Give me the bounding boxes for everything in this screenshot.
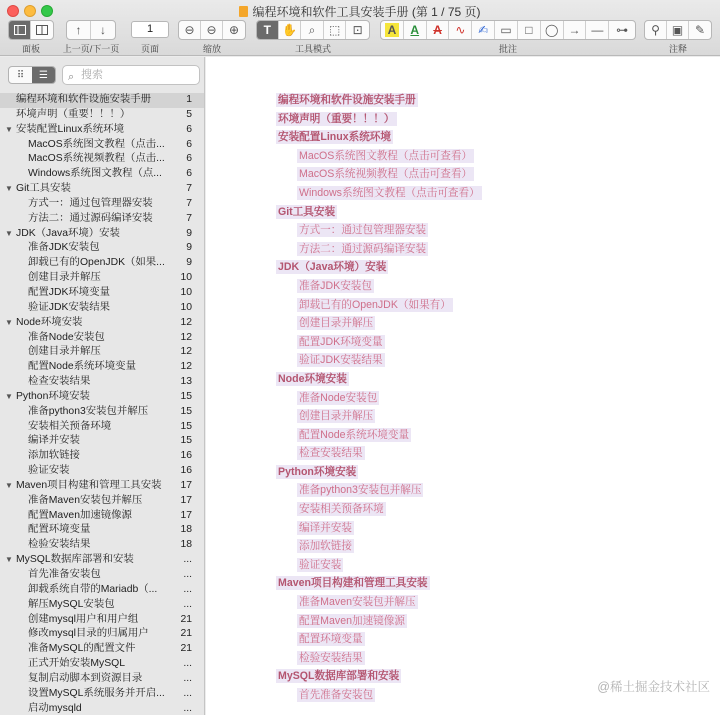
toc-subheading-link[interactable]: [276, 481, 482, 500]
outline-item[interactable]: [0, 227, 204, 242]
outline-item[interactable]: [0, 93, 204, 108]
outline-item[interactable]: [0, 241, 204, 256]
page-label: 页面: [140, 44, 159, 54]
toc-entry-text: 安装相关预备环境: [299, 503, 384, 516]
panel-toggle-group: [8, 20, 54, 40]
outline-item-label: 检查安装结果: [28, 376, 91, 388]
outline-item-page: 10: [180, 286, 192, 298]
disclosure-triangle-icon[interactable]: ▼: [5, 317, 13, 327]
search-input[interactable]: [62, 65, 200, 85]
outline-item-label: MacOS系统图文教程（点击...: [28, 138, 165, 150]
prev-next-label: 上一页/下一页: [62, 44, 120, 54]
toc-entry-text: 准备JDK安装包: [299, 279, 372, 292]
link-icon[interactable]: ⊶: [616, 23, 629, 37]
toc-entry-text: 配置JDK环境变量: [299, 335, 383, 348]
toc-heading-link[interactable]: [276, 91, 482, 110]
outline-item-label: 正式开始安装MySQL: [28, 658, 125, 670]
search-placeholder: 搜索: [81, 69, 103, 81]
outline-item-label: 卸载已有的OpenJDK（如果...: [28, 257, 165, 269]
toc-subheading-link[interactable]: [276, 351, 482, 370]
outline-item-label: JDK（Java环境）安装: [16, 227, 120, 239]
toc-entry-text: 验证安装: [299, 558, 342, 571]
table-of-contents: [276, 91, 482, 705]
edit-icon[interactable]: ✎: [694, 23, 706, 37]
outline-item[interactable]: [0, 390, 204, 405]
tool-mode-label: 工具模式: [294, 44, 331, 54]
signature-icon[interactable]: ✍: [472, 21, 495, 39]
toc-entry-text: 检查安装结果: [299, 447, 363, 460]
outline-item-label: 验证JDK安装结果: [28, 301, 110, 313]
toc-subheading-link[interactable]: [276, 556, 482, 575]
disclosure-triangle-icon[interactable]: ▼: [5, 480, 13, 490]
outline-item-label: 创建目录并解压: [28, 272, 101, 284]
outline-item-page: 15: [180, 420, 192, 432]
window-toolbar: [0, 0, 720, 56]
outline-item[interactable]: [0, 123, 204, 138]
page-number-field[interactable]: 1: [131, 21, 169, 38]
zoom-group: [178, 20, 246, 40]
outline-item-label: 准备Maven安装包并解压: [28, 494, 143, 506]
toc-subheading-link[interactable]: [276, 686, 482, 705]
sidebar-thumbnails-icon[interactable]: [9, 21, 31, 39]
toc-heading-link[interactable]: [276, 110, 482, 129]
page-nav-group: [66, 20, 116, 40]
outline-item-page: 7: [186, 183, 192, 195]
outline-item[interactable]: [0, 553, 204, 568]
outline-item-page: 12: [180, 316, 192, 328]
outline-item[interactable]: [0, 568, 204, 583]
toc-entry-text: 准备python3安装包并解压: [299, 484, 422, 497]
toc-heading-link[interactable]: [276, 463, 482, 482]
rectangle-icon[interactable]: □: [518, 21, 541, 39]
outline-item[interactable]: [0, 301, 204, 316]
outline-item-label: 配置环境变量: [28, 524, 91, 536]
outline-item[interactable]: [0, 627, 204, 642]
disclosure-triangle-icon[interactable]: ▼: [5, 124, 13, 134]
outline-item-page: 6: [186, 168, 192, 180]
outline-item-label: 方法二：通过源码编译安装: [28, 212, 153, 224]
outline-item-page: 9: [186, 257, 192, 269]
outline-item[interactable]: [0, 271, 204, 286]
outline-item-label: 安装配置Linux系统环境: [16, 123, 124, 135]
outline-item-label: 修改mysql目录的归属用户: [28, 628, 149, 640]
outline-item-label: Node环境安装: [16, 316, 83, 328]
outline-item-label: 设置MySQL系统服务并开启...: [28, 687, 165, 699]
outline-item-label: 编译并安装: [28, 435, 80, 447]
outline-item[interactable]: [0, 642, 204, 657]
note-label: 注释: [668, 44, 687, 54]
text-select-icon[interactable]: T: [257, 21, 279, 39]
outline-item-page: 7: [186, 197, 192, 209]
toc-heading-link[interactable]: [276, 574, 482, 593]
toc-subheading-link[interactable]: [276, 389, 482, 408]
outline-item[interactable]: [0, 345, 204, 360]
outline-item-page: 17: [180, 494, 192, 506]
outline-item-label: 验证安装: [28, 465, 70, 477]
outline-item[interactable]: [0, 434, 204, 449]
toc-heading-link[interactable]: [276, 203, 482, 222]
outline-item-label: Windows系统图文教程（点...: [28, 168, 162, 180]
toc-entry-text: Node环境安装: [278, 372, 347, 385]
outline-item-page: 18: [180, 539, 192, 551]
toc-entry-text: Maven项目构建和管理工具安装: [278, 577, 428, 590]
outline-item-page: ...: [183, 598, 192, 610]
toc-entry-text: MacOS系统视频教程（点击可查看）: [299, 168, 473, 181]
toc-subheading-link[interactable]: [276, 444, 482, 463]
image-icon[interactable]: ▣: [667, 21, 689, 39]
disclosure-triangle-icon[interactable]: ▼: [5, 228, 13, 238]
toc-entry-text: Python环境安装: [278, 465, 357, 478]
toc-subheading-link[interactable]: [276, 314, 482, 333]
outline-item-page: 12: [180, 361, 192, 373]
outline-item-page: 6: [186, 138, 192, 150]
outline-item-page: 21: [180, 643, 192, 655]
outline-item[interactable]: [0, 167, 204, 182]
outline-item-label: 方式一：通过包管理器安装: [28, 197, 153, 209]
toc-entry-text: 验证JDK安装结果: [299, 354, 383, 367]
outline-item-label: Maven项目构建和管理工具安装: [16, 479, 162, 491]
outline-item[interactable]: [0, 420, 204, 435]
outline-item[interactable]: [0, 687, 204, 702]
outline-item-page: ...: [183, 687, 192, 699]
toc-subheading-link[interactable]: [276, 221, 482, 240]
outline-item[interactable]: [0, 657, 204, 672]
toc-heading-link[interactable]: [276, 370, 482, 389]
sidebar-view-toggle: [8, 66, 56, 84]
outline-item[interactable]: [0, 702, 204, 715]
toc-entry-text: 卸载已有的OpenJDK（如果有）: [299, 298, 451, 311]
freehand-icon[interactable]: ∿: [449, 21, 472, 39]
outline-item[interactable]: [0, 449, 204, 464]
outline-item-label: 创建mysql用户和用户组: [28, 613, 139, 625]
outline-item-page: 15: [180, 435, 192, 447]
toc-entry-text: 配置环境变量: [299, 633, 363, 646]
zoom-in-icon[interactable]: ⊕: [228, 23, 240, 37]
toc-subheading-link[interactable]: [276, 426, 482, 445]
toc-entry-text: 方法二：通过源码编译安装: [299, 242, 427, 255]
rect-select-icon[interactable]: ⬚: [324, 21, 347, 39]
toc-subheading-link[interactable]: [276, 147, 482, 166]
toc-subheading-link[interactable]: [276, 333, 482, 352]
toc-entry-text: Git工具安装: [278, 205, 336, 218]
outline-item-label: 卸载系统自带的Mariadb（...: [28, 583, 158, 595]
outline-item-label: 环境声明（重要！！！）: [16, 108, 131, 120]
outline-item[interactable]: [0, 375, 204, 390]
toc-subheading-link[interactable]: [276, 519, 482, 538]
thumbnail-view-icon[interactable]: ⠿: [16, 69, 25, 81]
outline-item[interactable]: [0, 152, 204, 167]
outline-item[interactable]: [0, 598, 204, 613]
outline-item[interactable]: [0, 182, 204, 197]
toc-heading-link[interactable]: [276, 258, 482, 277]
outline-item-page: 10: [180, 272, 192, 284]
watermark: @稀土掘金技术社区: [597, 680, 710, 694]
outline-item[interactable]: [0, 256, 204, 271]
underline-icon[interactable]: A: [404, 21, 427, 39]
outline-list: [0, 93, 204, 715]
outline-item[interactable]: [0, 197, 204, 212]
arrow-icon[interactable]: →: [564, 21, 587, 39]
outline-item-page: 5: [186, 108, 192, 120]
outline-item-page: 9: [186, 227, 192, 239]
outline-item-page: 6: [186, 153, 192, 165]
outline-item-page: 6: [186, 123, 192, 135]
zoom-fit-icon[interactable]: ⊖: [179, 21, 201, 39]
outline-item-page: 1: [186, 94, 192, 105]
outline-item[interactable]: [0, 583, 204, 598]
outline-item-page: 21: [180, 613, 192, 625]
toc-entry-text: 首先准备安装包: [299, 689, 374, 701]
outline-item-page: 18: [180, 524, 192, 536]
outline-item-label: 复制启动脚本到资源目录: [28, 672, 143, 684]
toc-subheading-link[interactable]: [276, 165, 482, 184]
outline-item-label: MySQL数据库部署和安装: [16, 554, 134, 566]
outline-item-page: 15: [180, 405, 192, 417]
toc-entry-text: 配置Maven加速镜像源: [299, 614, 405, 627]
oval-icon[interactable]: ◯: [541, 21, 564, 39]
search-icon: ⌕: [68, 71, 75, 83]
toc-entry-text: 配置Node系统环境变量: [299, 428, 410, 441]
outline-item-page: 13: [180, 376, 192, 388]
outline-item-label: 准备Node安装包: [28, 331, 105, 343]
outline-sidebar: [0, 57, 205, 715]
outline-item[interactable]: [0, 331, 204, 346]
outline-item[interactable]: [0, 360, 204, 375]
outline-item[interactable]: [0, 613, 204, 628]
outline-item-page: ...: [183, 658, 192, 670]
toc-entry-text: 添加软链接: [299, 540, 352, 553]
toc-subheading-link[interactable]: [276, 612, 482, 631]
toc-subheading-link[interactable]: [276, 649, 482, 668]
outline-item-label: 准备MySQL的配置文件: [28, 643, 136, 655]
toc-entry-text: 创建目录并解压: [299, 317, 374, 330]
disclosure-triangle-icon[interactable]: ▼: [5, 391, 13, 401]
note-bubble-icon[interactable]: ▭: [495, 21, 518, 39]
toc-subheading-link[interactable]: [276, 184, 482, 203]
outline-item-label: Git工具安装: [16, 183, 71, 195]
pdf-document-icon: [239, 6, 248, 17]
stamp-icon[interactable]: ⚲: [645, 21, 667, 39]
outline-view-icon[interactable]: ☰: [32, 67, 55, 83]
toc-subheading-link[interactable]: [276, 593, 482, 612]
outline-item[interactable]: [0, 672, 204, 687]
outline-item-label: 准备JDK安装包: [28, 242, 100, 254]
toc-subheading-link[interactable]: [276, 240, 482, 259]
highlight-icon[interactable]: A: [381, 21, 404, 39]
toc-entry-text: 环境声明（重要！！！）: [278, 112, 395, 125]
toc-subheading-link[interactable]: [276, 500, 482, 519]
strikethrough-icon[interactable]: A: [427, 21, 450, 39]
outline-item-page: 21: [180, 628, 192, 640]
window-title: 编程环境和软件工具安装手册 (第 1 / 75 页): [0, 3, 720, 20]
outline-item-page: 10: [180, 301, 192, 313]
outline-item[interactable]: [0, 538, 204, 553]
outline-item-label: 安装相关预备环境: [28, 420, 112, 432]
toc-subheading-link[interactable]: [276, 630, 482, 649]
disclosure-triangle-icon[interactable]: ▼: [5, 555, 13, 565]
document-page: [206, 57, 720, 715]
outline-item[interactable]: [0, 523, 204, 538]
outline-item-label: 配置Node系统环境变量: [28, 361, 136, 373]
outline-item-label: Python环境安装: [16, 390, 90, 402]
disclosure-triangle-icon[interactable]: ▼: [5, 184, 13, 194]
outline-item-page: ...: [183, 554, 192, 566]
toc-entry-text: MySQL数据库部署和安装: [278, 670, 400, 683]
line-icon[interactable]: —: [586, 21, 609, 39]
sidebar-split-icon[interactable]: [31, 21, 53, 39]
toc-entry-text: 检验安装结果: [299, 651, 363, 664]
magnifier-icon[interactable]: ⌕: [301, 21, 324, 39]
hand-icon[interactable]: ✋: [279, 21, 302, 39]
toc-entry-text: 安装配置Linux系统环境: [278, 131, 391, 144]
outline-item-page: 12: [180, 346, 192, 358]
outline-item-page: 17: [180, 509, 192, 521]
outline-item-page: 7: [186, 212, 192, 224]
outline-item-page: ...: [183, 583, 192, 595]
outline-item[interactable]: [0, 405, 204, 420]
toc-subheading-link[interactable]: [276, 296, 482, 315]
outline-item-label: 检验安装结果: [28, 539, 91, 551]
panel-label: 面板: [21, 44, 40, 54]
toc-entry-text: 准备Maven安装包并解压: [299, 596, 416, 609]
annotate-label: 批注: [498, 44, 517, 54]
toc-entry-text: Windows系统图文教程（点击可查看）: [299, 186, 480, 199]
outline-item-label: 添加软链接: [28, 450, 80, 462]
outline-item-label: 创建目录并解压: [28, 346, 101, 358]
outline-item-label: 配置JDK环境变量: [28, 286, 110, 298]
outline-item[interactable]: [0, 138, 204, 153]
toc-entry-text: 创建目录并解压: [299, 410, 374, 423]
outline-item-page: 16: [180, 450, 192, 462]
arrow-up-icon[interactable]: ↑: [67, 21, 91, 39]
outline-item-page: 12: [180, 331, 192, 343]
outline-item[interactable]: [0, 494, 204, 509]
outline-item-label: 首先准备安装包: [28, 569, 101, 580]
outline-item-label: 编程环境和软件设施安装手册: [16, 94, 152, 105]
toc-heading-link[interactable]: [276, 128, 482, 147]
toc-entry-text: JDK（Java环境）安装: [278, 261, 387, 274]
outline-item-label: 启动mysqld: [28, 702, 82, 714]
screenshot-icon[interactable]: ⊡: [352, 23, 363, 37]
outline-item[interactable]: [0, 286, 204, 301]
outline-item-page: 15: [180, 390, 192, 402]
outline-item[interactable]: [0, 509, 204, 524]
outline-item-page: ...: [183, 702, 192, 714]
outline-item-page: 16: [180, 465, 192, 477]
zoom-label: 缩放: [202, 44, 221, 54]
outline-item-label: 解压MySQL安装包: [28, 598, 115, 610]
outline-item-label: 准备python3安装包并解压: [28, 405, 149, 417]
outline-item[interactable]: [0, 479, 204, 494]
outline-item-page: 17: [180, 479, 192, 491]
annotate-group: [380, 20, 636, 40]
toc-entry-text: MacOS系统图文教程（点击可查看）: [299, 149, 473, 162]
outline-item-page: ...: [183, 569, 192, 580]
tool-mode-group: [256, 20, 370, 40]
toc-subheading-link[interactable]: [276, 277, 482, 296]
toc-subheading-link[interactable]: [276, 537, 482, 556]
toc-entry-text: 准备Node安装包: [299, 391, 378, 404]
toc-heading-link[interactable]: [276, 667, 482, 686]
toc-entry-text: 编译并安装: [299, 521, 352, 534]
outline-item-page: ...: [183, 672, 192, 684]
arrow-down-icon[interactable]: ↓: [100, 23, 106, 37]
outline-item-label: MacOS系统视频教程（点击...: [28, 153, 165, 165]
zoom-out-icon[interactable]: ⊖: [201, 21, 223, 39]
outline-item[interactable]: [0, 108, 204, 123]
outline-item[interactable]: [0, 316, 204, 331]
outline-item[interactable]: [0, 212, 204, 227]
toc-entry-text: 方式一：通过包管理器安装: [299, 224, 427, 237]
note-group: [644, 20, 712, 40]
toc-subheading-link[interactable]: [276, 407, 482, 426]
outline-item-page: 9: [186, 242, 192, 254]
outline-item-label: 配置Maven加速镜像源: [28, 509, 132, 521]
toc-entry-text: 编程环境和软件设施安装手册: [278, 94, 416, 106]
outline-item[interactable]: [0, 464, 204, 479]
